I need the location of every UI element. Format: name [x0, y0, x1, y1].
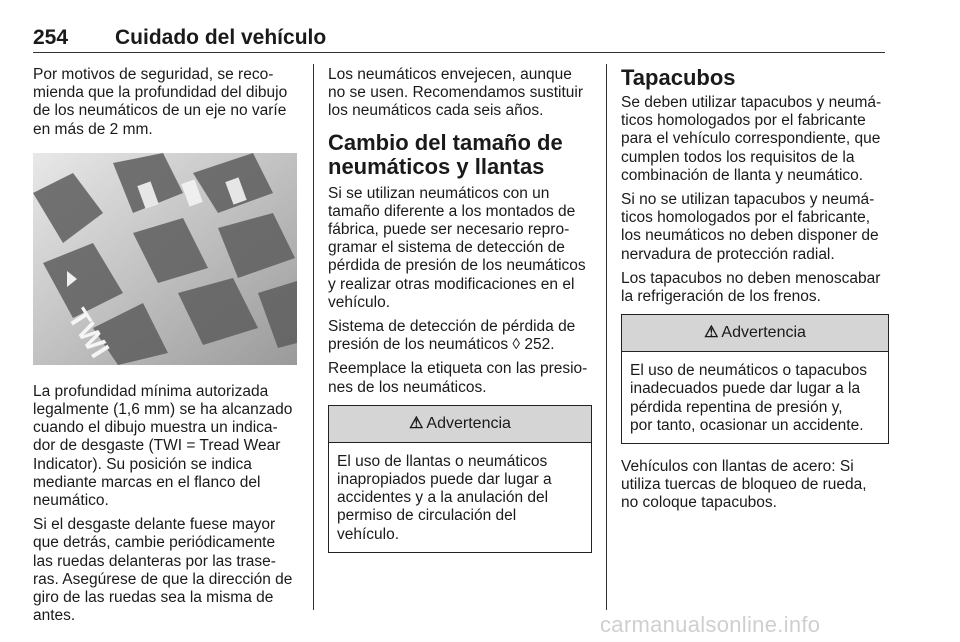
paragraph-replace-label: Reemplace la etiqueta con las presio- nes de los neumáticos. — [328, 360, 588, 396]
paragraph-tpms-reference: Sistema de detección de pérdida de presión de los neumáticos ◊ 252. — [328, 318, 576, 354]
warning-title: Advertencia — [426, 414, 511, 432]
column-1 — [33, 66, 303, 631]
header-rule — [33, 52, 885, 53]
warning-body: El uso de neumáticos o tapacubos inadecuados puede dar lugar a la pérdida repentina de presión y, por tanto, ocasionar un accidente. — [630, 362, 867, 434]
warning-header — [622, 315, 888, 352]
twi-marking: TWI — [62, 302, 116, 363]
warning-box-wheels — [328, 405, 592, 553]
paragraph-tread-depth: Por motivos de seguridad, se reco- mienda que la profundidad del dibujo de los neumáticos de un eje no varíe en más de 2 mm. — [33, 66, 288, 138]
heading-hubcaps: Tapacubos — [621, 65, 736, 90]
column-3 — [621, 66, 889, 519]
paragraph-twi-indicator: La profundidad mínima autorizada legalmente (1,6 mm) se ha alcanzado cuando el dibujo muestra un indica- dor de desgaste (TWI = Tread Wear Indicator). Su posición se indica mediante marcas en el flanco del neumático. — [33, 382, 293, 510]
paragraph-hubcaps-approved: Se deben utilizar tapacubos y neumá- ticos homologados por el fabricante para el vehículo correspondiente, que cumplen todos los requisitos de la combinación de llanta y neumático. — [621, 94, 882, 184]
column-divider-1 — [313, 64, 314, 610]
paragraph-steel-wheels: Vehículos con llantas de acero: Si utiliza tuercas de bloqueo de rueda, no coloque tapacubos. — [621, 458, 867, 512]
paragraph-hubcaps-brakes: Los tapacubos no deben menoscabar la refrigeración de los frenos. — [621, 269, 881, 306]
paragraph-tire-aging: Los neumáticos envejecen, aunque no se usen. Recomendamos sustituir los neumáticos cada seis años. — [328, 66, 584, 120]
section-title: Cuidado del vehículo — [115, 26, 327, 49]
tire-tread-image — [33, 153, 297, 365]
page-number: 254 — [33, 26, 69, 49]
warning-icon: ⚠ — [704, 324, 719, 342]
warning-title: Advertencia — [721, 324, 806, 342]
column-2 — [328, 66, 592, 567]
paragraph-hubcaps-radial: Si no se utilizan tapacubos y neumá- ticos homologados por el fabricante, los neumáticos no deben disponer de nervadura de protección radial. — [621, 191, 879, 263]
warning-box-hubcaps — [621, 314, 889, 444]
page-header — [33, 26, 885, 52]
warning-icon: ⚠ — [409, 414, 424, 432]
column-divider-2 — [606, 64, 607, 610]
heading-size-change: Cambio del tamaño de neumáticos y llantas — [328, 129, 563, 179]
warning-body: El uso de llantas o neumáticos inapropiados puede dar lugar a accidentes y a la anulación del permiso de circulación del vehículo. — [337, 452, 552, 543]
paragraph-size-change: Si se utilizan neumáticos con un tamaño diferente a los montados de fábrica, puede ser necesario repro- gramar el sistema de detección de pérdida de presión de los neumáticos y realizar otras modificaciones en el vehículo. — [328, 184, 586, 311]
paragraph-wear-rotation: Si el desgaste delante fuese mayor que detrás, cambie periódicamente las ruedas delanteras por las trase- ras. Asegúrese de que la dirección de giro de las ruedas sea la misma de antes. — [33, 516, 293, 625]
warning-header — [329, 406, 591, 443]
watermark: carmanualsonline.info — [600, 612, 821, 637]
